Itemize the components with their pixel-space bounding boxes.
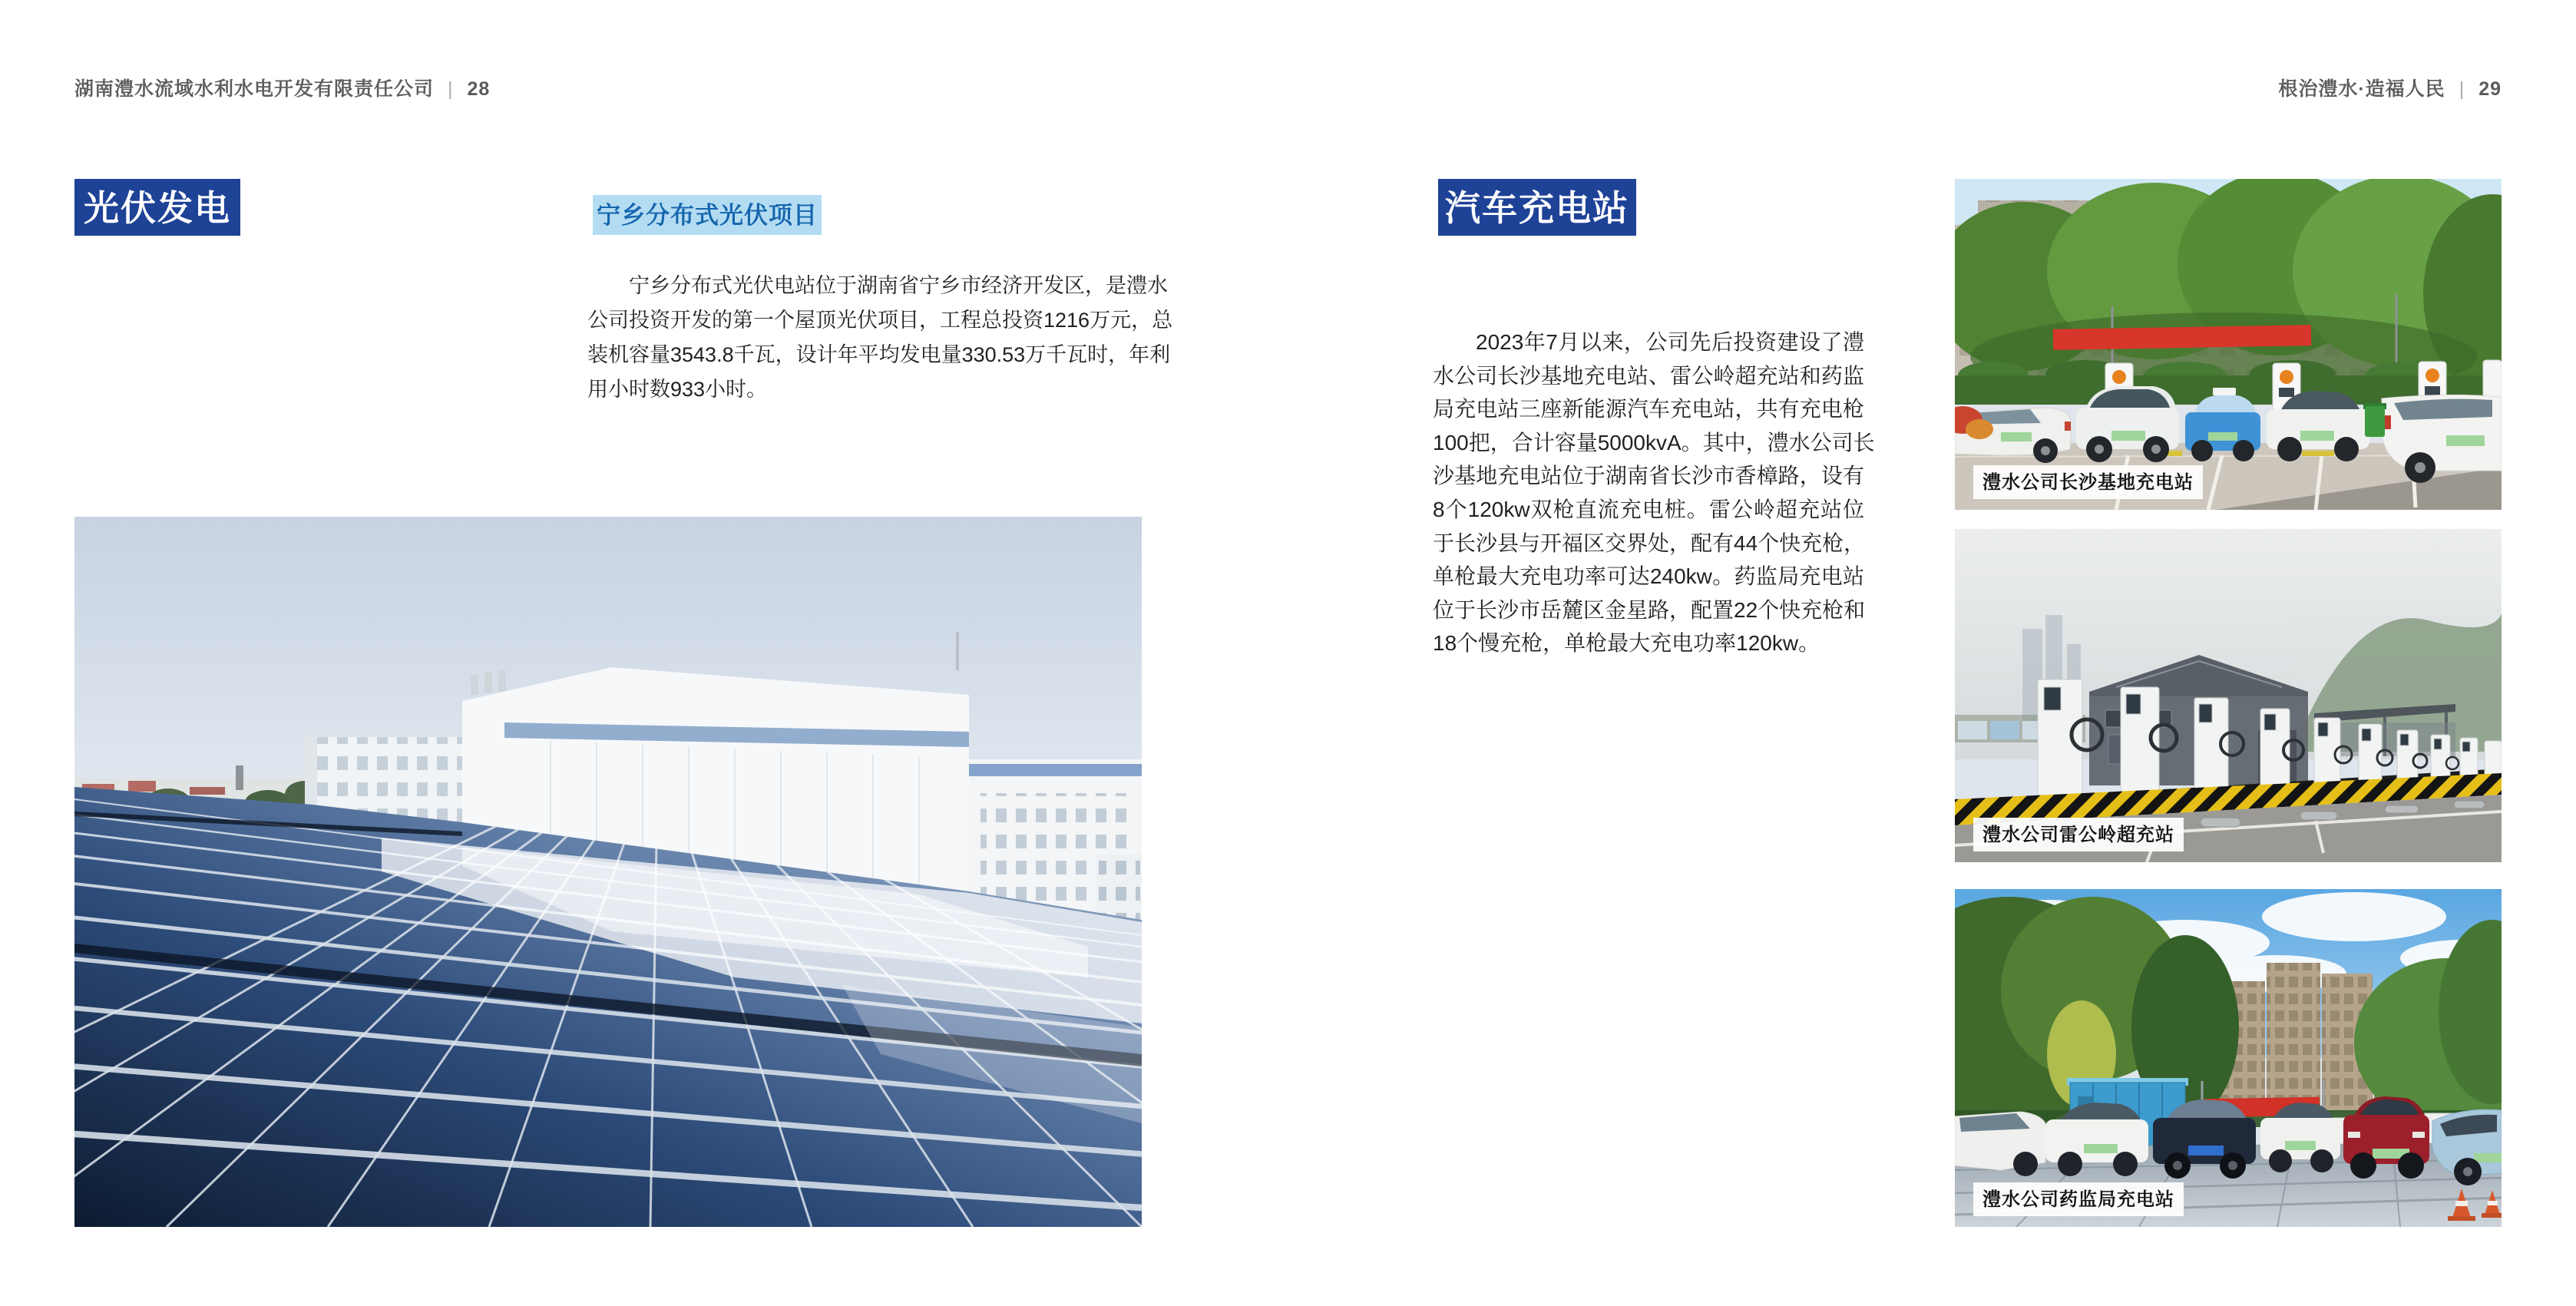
photovoltaic-paragraph bbox=[587, 269, 1173, 407]
right-page-header bbox=[2278, 74, 2502, 101]
paragraph-line: 位于长沙市岳麓区金星路，配置22个快充枪和 bbox=[1433, 597, 1866, 622]
white-car-left bbox=[1955, 1112, 2047, 1176]
paragraph-line: 于长沙县与开福区交界处，配有44个快充枪， bbox=[1433, 531, 1866, 555]
paragraph-line: 8个120kw双枪直流充电桩。雷公岭超充站位 bbox=[1433, 497, 1864, 521]
paragraph-line: 公司投资开发的第一个屋顶光伏项目，工程总投资1216万元，总 bbox=[587, 309, 1173, 332]
paragraph-line: 宁乡分布式光伏电站位于湖南省宁乡市经济开发区，是澧水 bbox=[629, 274, 1168, 297]
photo-rooftop-solar-plant bbox=[74, 517, 1142, 1227]
yaojianju-illustration bbox=[1955, 889, 2502, 1227]
photo-yaojianju-station bbox=[1955, 889, 2502, 1227]
paragraph-line: 100把，合计容量5000kvA。其中，澧水公司长 bbox=[1433, 430, 1875, 455]
company-name: 湖南澧水流域水利水电开发有限责任公司 bbox=[74, 78, 435, 100]
photo-caption: 澧水公司药监局充电站 bbox=[1973, 1182, 2184, 1216]
paragraph-line: 18个慢充枪，单枪最大充电功率120kw。 bbox=[1433, 631, 1820, 656]
paragraph-line: 局充电站三座新能源汽车充电站，共有充电枪 bbox=[1433, 397, 1864, 422]
slogan: 根治澧水·造福人民 bbox=[2278, 78, 2445, 100]
photo-caption: 澧水公司长沙基地充电站 bbox=[1973, 465, 2203, 499]
solar-plant-illustration bbox=[74, 517, 1142, 1227]
left-page-header bbox=[74, 74, 490, 101]
subsection-title-ningxiang: 宁乡分布式光伏项目 bbox=[593, 195, 822, 235]
paragraph-line: 2023年7月以来，公司先后投资建设了澧 bbox=[1476, 330, 1864, 354]
paragraph-line: 水公司长沙基地充电站、雷公岭超充站和药监 bbox=[1433, 363, 1864, 388]
trash-bin bbox=[2363, 403, 2386, 437]
paragraph-line: 沙基地充电站位于湖南省长沙市香樟路，设有 bbox=[1433, 464, 1864, 488]
paragraph-line: 装机容量3543.8千瓦，设计年平均发电量330.53万千瓦时，年利 bbox=[587, 343, 1171, 366]
paragraph-line: 用小时数933小时。 bbox=[587, 378, 768, 401]
photo-caption: 澧水公司雷公岭超充站 bbox=[1973, 818, 2184, 851]
ev-charging-paragraph bbox=[1433, 326, 1875, 660]
leigongling-illustration bbox=[1955, 529, 2502, 862]
page-number-right: 29 bbox=[2478, 78, 2502, 100]
page-number-left: 28 bbox=[467, 78, 491, 100]
changsha-station-illustration bbox=[1955, 179, 2502, 510]
header-divider: | bbox=[448, 78, 454, 100]
header-divider: | bbox=[2459, 78, 2465, 100]
photo-changsha-base-station bbox=[1955, 179, 2502, 510]
photo-leigongling-station bbox=[1955, 529, 2502, 862]
section-title-photovoltaic: 光伏发电 bbox=[74, 179, 240, 236]
section-title-ev-charging: 汽车充电站 bbox=[1438, 179, 1636, 236]
paragraph-line: 单枪最大充电功率可达240kw。药监局充电站 bbox=[1433, 564, 1864, 589]
